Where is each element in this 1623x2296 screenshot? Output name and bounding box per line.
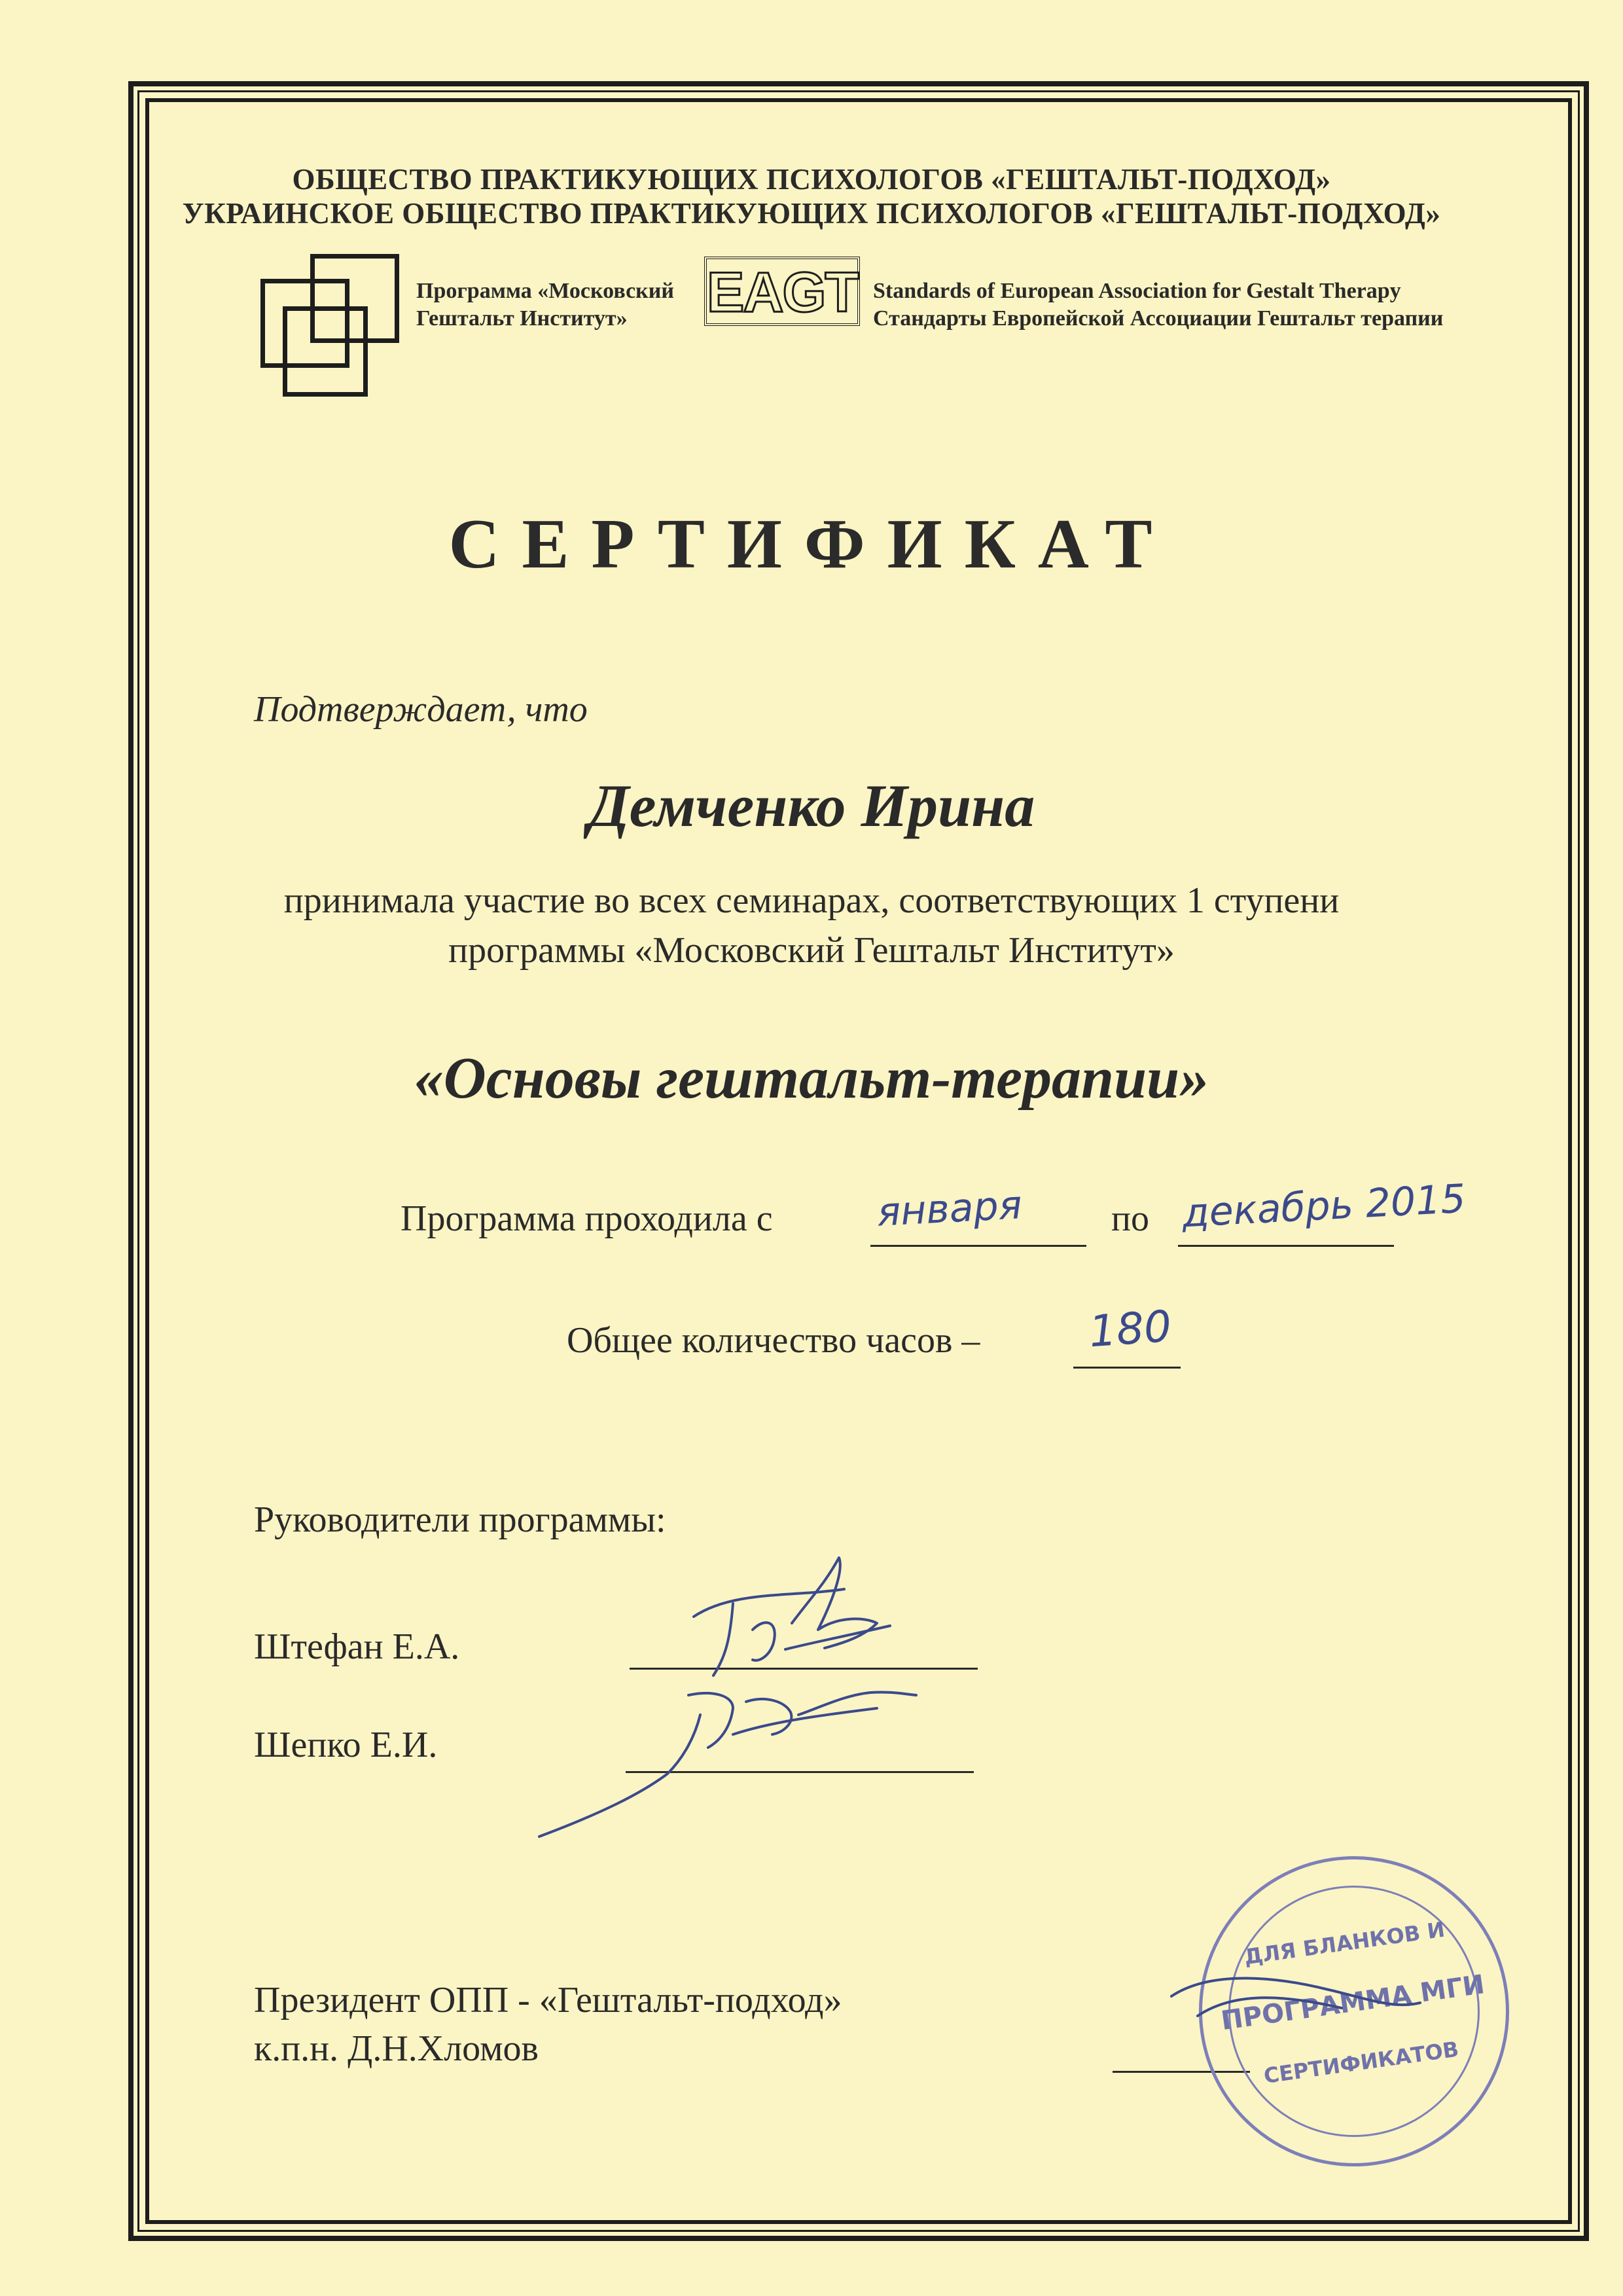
- period-to-underline: [1178, 1245, 1394, 1247]
- confirms-text: Подтверждает, что: [254, 689, 588, 730]
- period-from-handwritten: января: [876, 1182, 1024, 1236]
- recipient-name: Демченко Ирина: [588, 772, 1035, 839]
- organization-name-line2: УКРАИНСКОЕ ОБЩЕСТВО ПРАКТИКУЮЩИХ ПСИХОЛОГОВ «ГЕШТАЛЬТ-ПОДХОД»: [182, 197, 1441, 230]
- participation-description: принимала участие во всех семинарах, соответствующих 1 ступени программы «Московский Гештальт Институт»: [283, 880, 1340, 971]
- leader-name-1: Штефан Е.А.: [254, 1626, 460, 1667]
- course-title: «Основы гештальт-терапии»: [414, 1046, 1209, 1111]
- organization-name-line1: ОБЩЕСТВО ПРАКТИКУЮЩИХ ПСИХОЛОГОВ «ГЕШТАЛЬТ-ПОДХОД»: [292, 163, 1331, 196]
- period-to-label: по: [1111, 1198, 1149, 1239]
- period-label: Программа проходила с: [401, 1198, 773, 1239]
- program-name: Программа «Московский Гештальт Институт»: [416, 279, 674, 331]
- hours-underline: [1073, 1367, 1181, 1369]
- president-name: к.п.н. Д.Н.Хломов: [254, 2028, 539, 2069]
- hours-label: Общее количество часов –: [567, 1320, 980, 1361]
- president-title: Президент ОПП - «Гештальт-подход»: [254, 1980, 842, 2020]
- eagt-standards-text: Standards of European Association for Gestalt Therapy Стандарты Европейской Ассоциации Гештальт терапии: [873, 279, 1444, 331]
- leaders-heading: Руководители программы:: [254, 1499, 666, 1540]
- handwritten-signatures: [537, 1545, 955, 1846]
- leader-name-2: Шепко Е.И.: [254, 1725, 438, 1765]
- organization-stamp: ДЛЯ БЛАНКОВ И ПРОГРАММА МГИ СЕРТИФИКАТОВ: [1179, 1836, 1529, 2186]
- period-to-handwritten: декабрь 2015: [1181, 1175, 1467, 1237]
- certificate-title: СЕРТИФИКАТ: [448, 505, 1175, 583]
- period-from-underline: [870, 1245, 1086, 1247]
- eagt-logo: EAGT: [704, 257, 860, 326]
- hours-handwritten: 180: [1087, 1300, 1173, 1357]
- president-signature: [1158, 1931, 1433, 2062]
